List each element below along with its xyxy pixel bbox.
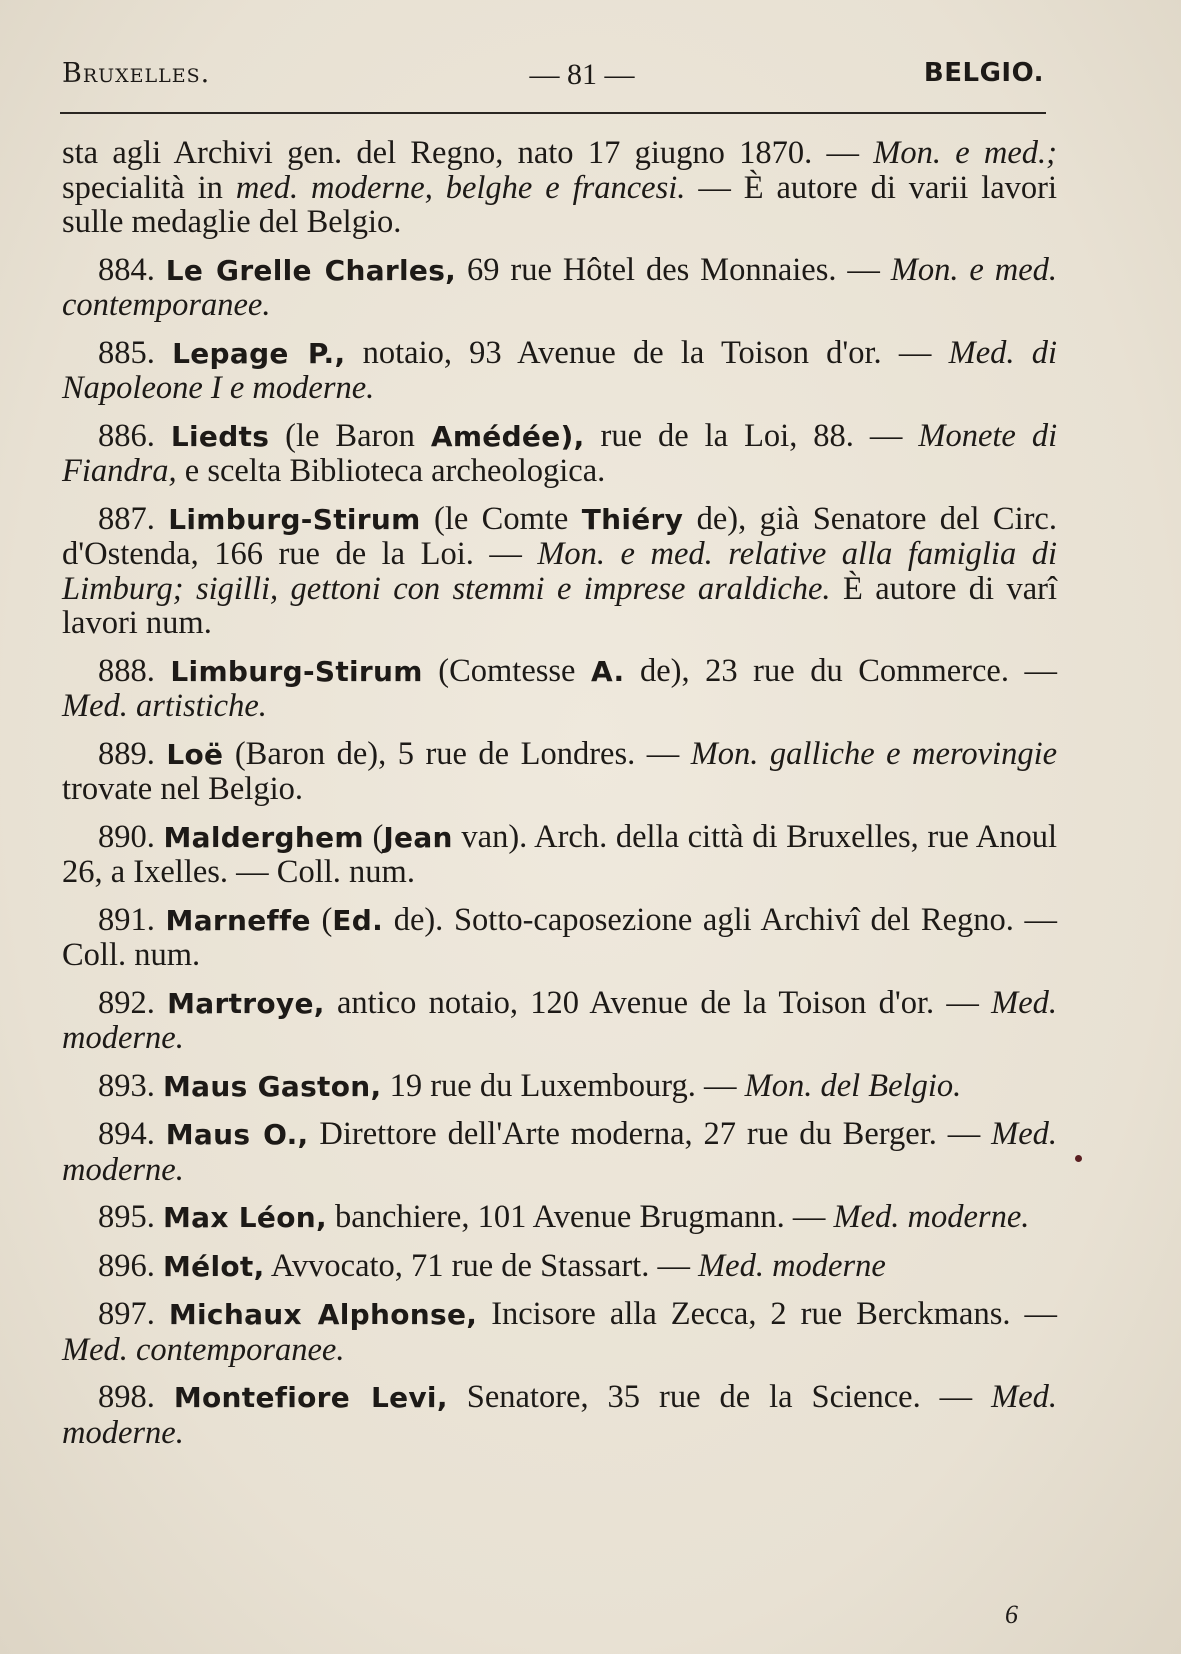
entry-888: 888. Limburg-Stirum (Comtesse A. de), 23 rue du Commerce. — Med. artistiche. bbox=[62, 652, 1057, 724]
header-rule bbox=[60, 112, 1046, 114]
page-number: — 81 — bbox=[529, 58, 635, 91]
entry-890: 890. Malderghem (Jean van). Arch. della città di Bruxelles, rue Anoul 26, a Ixelles. — Coll. num. bbox=[62, 818, 1058, 890]
body-text bbox=[62, 136, 1057, 1463]
entry-886: 886. Liedts (le Baron Amédée), rue de la Loi, 88. — Monete di Fiandra, e scelta Biblioteca archeologica. bbox=[62, 417, 1058, 489]
entry-884: 884. Le Grelle Charles, 69 rue Hôtel des Monnaies. — Mon. e med. contemporanee. bbox=[62, 251, 1058, 323]
entry-895: 895. Max Léon, banchiere, 101 Avenue Brugmann. — Med. moderne. bbox=[98, 1199, 1030, 1235]
entry-893: 893. Maus Gaston, 19 rue du Luxembourg. — Mon. del Belgio. bbox=[98, 1067, 962, 1104]
header-country: BELGIO. bbox=[923, 58, 1044, 88]
entry-891: 891. Marneffe (Ed. de). Sotto-caposezione agli Archivî del Regno. — Coll. num. bbox=[62, 901, 1057, 973]
entry-896: 896. Mélot, Avvocato, 71 rue de Stassart. — Med. moderne bbox=[98, 1247, 886, 1284]
entry-889: 889. Loë (Baron de), 5 rue de Londres. — Mon. galliche e merovingie trovate nel Belgio. bbox=[62, 735, 1058, 807]
entry-887: 887. Limburg-Stirum (le Comte Thiéry de), già Senatore del Circ. d'Ostenda, 166 rue de la Loi. — Mon. e med. relative alla famiglia di Limburg; sigilli, gettoni con stemmi e imprese araldiche. È autore di varî lavori num. bbox=[62, 500, 1057, 641]
running-header bbox=[62, 58, 1044, 98]
entry-898: 898. Montefiore Levi, Senatore, 35 rue de la Science. — Med. moderne. bbox=[62, 1379, 1058, 1451]
continued-paragraph: sta agli Archivi gen. del Regno, nato 17 giugno 1870. — Mon. e med.; specialità in med. moderne, belghe e francesi. — È autore di varii lavori sulle medaglie del Belgio. bbox=[62, 135, 1058, 240]
entry-892: 892. Martroye, antico notaio, 120 Avenue de la Toison d'or. — Med. moderne. bbox=[62, 984, 1058, 1056]
entry-894: 894. Maus O., Direttore dell'Arte moderna, 27 rue du Berger. — Med. moderne. bbox=[62, 1116, 1058, 1188]
ink-spot bbox=[1075, 1155, 1082, 1162]
entry-885: 885. Lepage P., notaio, 93 Avenue de la Toison d'or. — Med. di Napoleone I e moderne. bbox=[62, 334, 1057, 406]
entry-897: 897. Michaux Alphonse, Incisore alla Zecca, 2 rue Berckmans. — Med. contemporanee. bbox=[62, 1296, 1058, 1368]
header-city: Bruxelles. bbox=[62, 58, 211, 89]
signature-mark: 6 bbox=[1005, 1600, 1018, 1629]
